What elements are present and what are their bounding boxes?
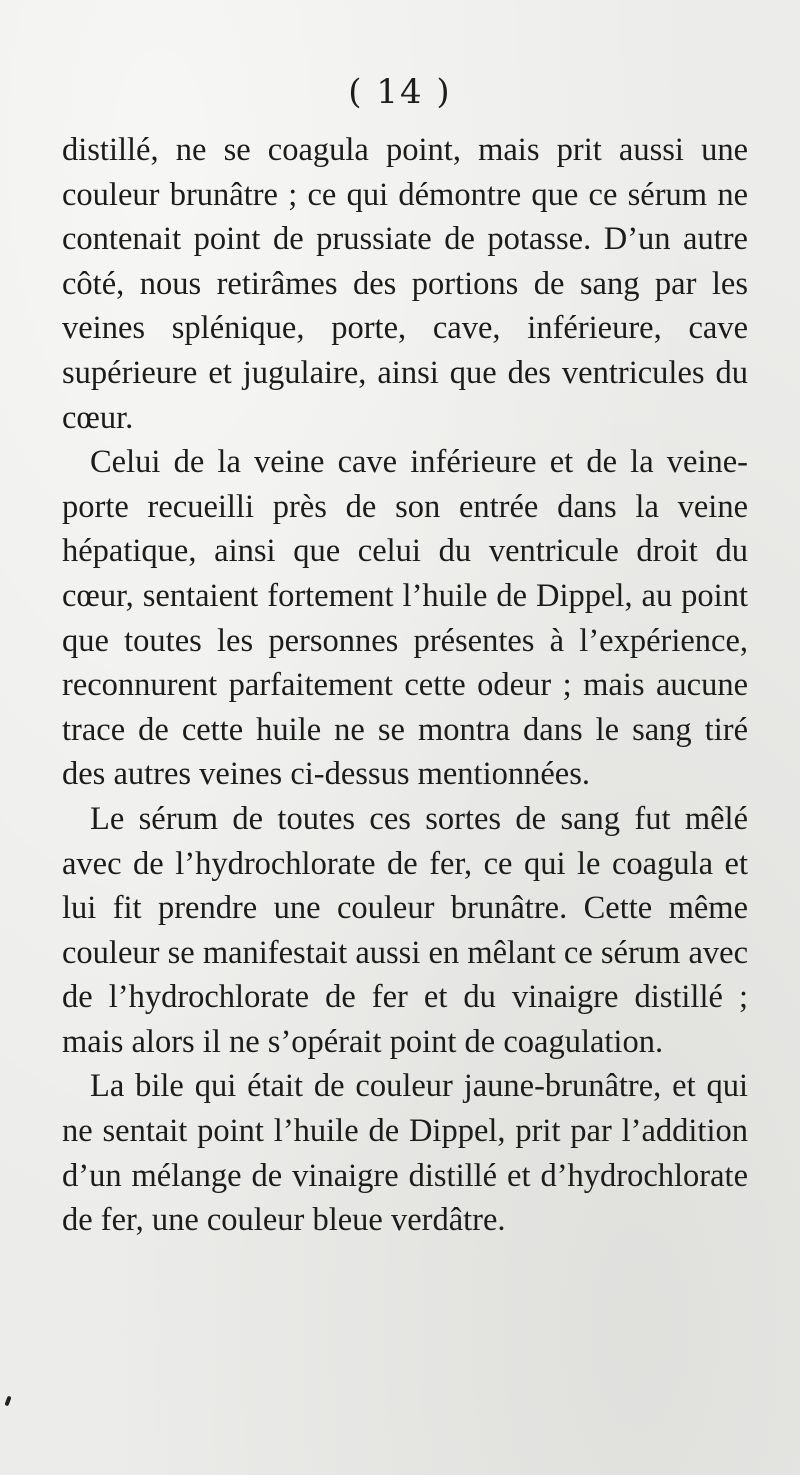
body-text: [62, 128, 748, 1243]
paragraph-3: Le sérum de toutes ces sortes de sang fut mêlé avec de l’hydrochlorate de fer, ce qui le coagula et lui fit prendre une couleur brunâtre. Cette même couleur se manifestait aussi en mêlant ce sérum avec de l’hydrochlorate de fer et du vinaigre distillé ; mais alors il ne s’opérait point de coagulation.: [62, 800, 748, 1060]
ink-speck: [4, 1396, 11, 1407]
page-number: ( 14 ): [348, 72, 452, 112]
paragraph-2: Celui de la veine cave inférieure et de la veine-porte recueilli près de son entrée dans la veine hépatique, ainsi que celui du ventricule droit du cœur, sentaient fortement l’huile de Dippel, au point que toutes les personnes présentes à l’expérience, reconnurent parfaitement cette odeur ; mais aucune trace de cette huile ne se montra dans le sang tiré des autres veines ci-dessus mentionnées.: [62, 444, 748, 793]
paragraph-1: distillé, ne se coagula point, mais prit aussi une couleur brunâtre ; ce qui démontre que ce sérum ne contenait point de prussiate de potasse. D’un autre côté, nous retirâmes des portions de sang par les veines splénique, porte, cave, inférieure, cave supérieure et jugulaire, ainsi que des ventricules du cœur.: [62, 132, 748, 436]
paragraph-4: La bile qui était de couleur jaune-brunâtre, et qui ne sentait point l’huile de Dippel, prit par l’addition d’un mélange de vinaigre distillé et d’hydrochlorate de fer, une couleur bleue verdâtre.: [62, 1068, 748, 1239]
